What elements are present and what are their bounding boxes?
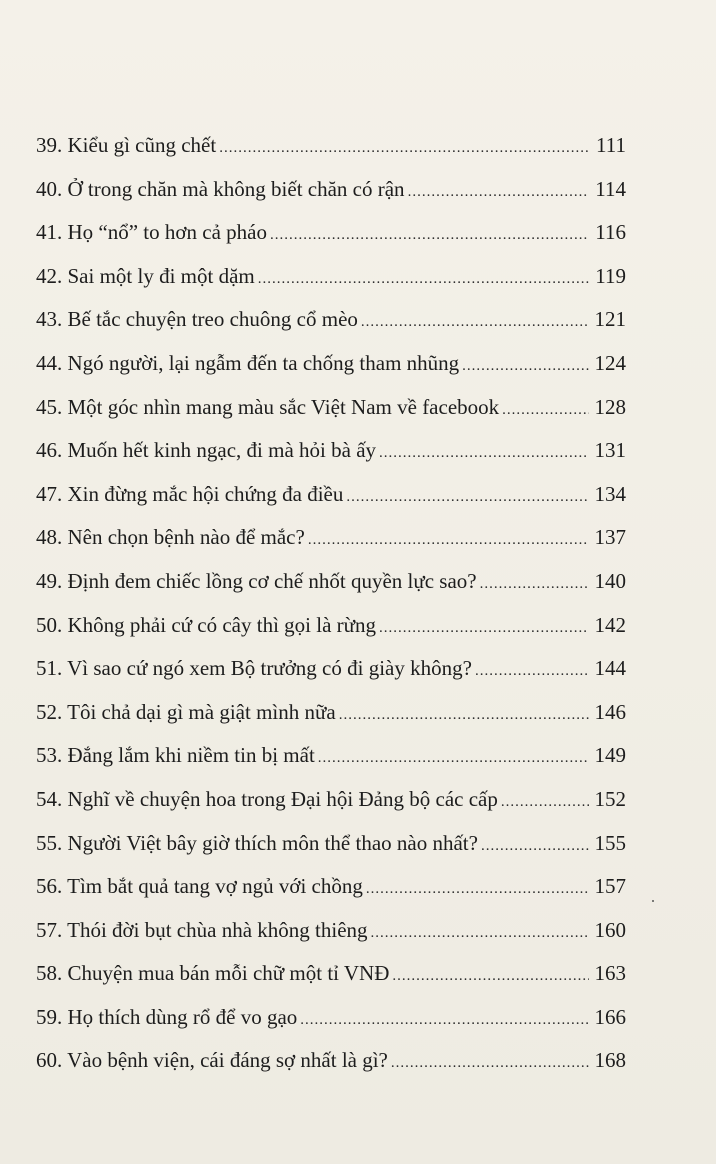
toc-entry [36, 569, 626, 613]
toc-entry-title: Kiểu gì cũng chết [67, 133, 217, 157]
toc-entry-heading [36, 133, 216, 158]
toc-entry-heading [36, 569, 477, 594]
toc-dot-leader [300, 1012, 589, 1029]
toc-entry-heading [36, 700, 336, 725]
toc-entry-number: 43. [36, 307, 63, 332]
toc-page-number: 114 [595, 176, 626, 201]
toc-entry-number: 59. [36, 1004, 63, 1029]
toc-entry [36, 177, 626, 221]
toc-entry [36, 395, 626, 439]
toc-entry-title: Ở trong chăn mà không biết chăn có rận [67, 176, 405, 201]
toc-entry [36, 1005, 626, 1049]
toc-dot-leader [475, 663, 589, 680]
toc-entry-number: 53. [36, 743, 63, 768]
toc-dot-leader [379, 620, 589, 637]
toc-entry-heading [36, 264, 255, 289]
toc-entry [36, 482, 626, 526]
toc-entry-number: 55. [36, 830, 63, 855]
table-of-contents [36, 133, 626, 1092]
toc-entry-title: Đắng lắm khi niềm tin bị mất [67, 743, 315, 768]
toc-dot-leader [379, 445, 589, 462]
toc-entry [36, 700, 626, 744]
toc-entry [36, 743, 626, 787]
toc-page-number: 142 [594, 612, 626, 637]
toc-entry-heading [36, 961, 389, 986]
toc-page-number: 137 [594, 525, 626, 550]
toc-entry-heading [36, 1005, 297, 1030]
toc-entry-title: Nghĩ về chuyện hoa trong Đại hội Đảng bộ các cấp [67, 786, 498, 811]
paper-speck [652, 900, 654, 902]
toc-dot-leader [502, 402, 589, 419]
toc-dot-leader [361, 314, 589, 331]
toc-entry-title: Thói đời bụt chùa nhà không thiêng [67, 917, 368, 942]
toc-dot-leader [392, 968, 589, 985]
toc-entry-title: Xin đừng mắc hội chứng đa điều [67, 481, 344, 506]
toc-entry-number: 47. [36, 481, 63, 506]
toc-entry-heading [36, 831, 478, 856]
toc-dot-leader [258, 271, 589, 288]
toc-entry-heading [36, 613, 376, 638]
toc-entry-number: 48. [36, 525, 63, 550]
toc-entry [36, 351, 626, 395]
toc-entry-heading [36, 918, 368, 943]
toc-entry-heading [36, 656, 472, 681]
toc-page-number: 149 [594, 743, 626, 768]
toc-entry [36, 918, 626, 962]
toc-page-number: 111 [596, 133, 626, 157]
toc-entry-number: 46. [36, 438, 63, 463]
toc-entry-heading [36, 438, 376, 463]
toc-entry [36, 831, 626, 875]
toc-entry-title: Chuyện mua bán mỗi chữ một tỉ VNĐ [67, 961, 390, 986]
toc-entry-title: Muốn hết kinh ngạc, đi mà hỏi bà ấy [67, 438, 377, 463]
toc-dot-leader [346, 489, 589, 506]
toc-entry-title: Vào bệnh viện, cái đáng sợ nhất là gì? [67, 1048, 388, 1073]
toc-entry [36, 1048, 626, 1092]
toc-dot-leader [219, 140, 589, 157]
toc-entry-heading [36, 787, 498, 812]
toc-entry-heading [36, 743, 315, 768]
toc-entry-number: 40. [36, 176, 63, 201]
toc-page-number: 163 [594, 961, 626, 986]
toc-entry [36, 874, 626, 918]
toc-entry-title: Tôi chả dại gì mà giật mình nữa [67, 699, 336, 724]
toc-entry-number: 42. [36, 263, 63, 288]
toc-entry-heading [36, 351, 459, 376]
toc-entry-number: 56. [36, 874, 63, 899]
toc-entry [36, 307, 626, 351]
toc-entry-title: Không phải cứ có cây thì gọi là rừng [67, 612, 377, 637]
toc-dot-leader [318, 750, 589, 767]
toc-entry-title: Một góc nhìn mang màu sắc Việt Nam về facebook [67, 394, 500, 419]
toc-entry [36, 438, 626, 482]
toc-page-number: 157 [594, 874, 626, 899]
toc-page-number: 146 [594, 699, 626, 724]
toc-page-number: 134 [594, 481, 626, 506]
toc-entry-heading [36, 177, 405, 202]
toc-entry-number: 50. [36, 612, 63, 637]
toc-page-number: 152 [594, 786, 626, 811]
toc-dot-leader [371, 925, 589, 942]
toc-entry-title: Ngó người, lại ngẫm đến ta chống tham nhũng [67, 350, 460, 375]
toc-entry-heading [36, 1048, 388, 1073]
toc-entry-number: 57. [36, 917, 63, 942]
toc-page-number: 155 [594, 830, 626, 855]
toc-entry-title: Bế tắc chuyện treo chuông cổ mèo [67, 307, 358, 332]
toc-page-number: 140 [594, 568, 626, 593]
toc-entry-heading [36, 307, 358, 332]
toc-entry-heading [36, 482, 343, 507]
toc-entry-heading [36, 395, 499, 420]
toc-entry-number: 45. [36, 394, 63, 419]
toc-page-number: 160 [594, 917, 626, 942]
toc-entry-number: 44. [36, 350, 63, 375]
toc-entry-number: 41. [36, 220, 63, 245]
toc-entry [36, 133, 626, 177]
toc-dot-leader [480, 576, 589, 593]
toc-entry [36, 264, 626, 308]
toc-page-number: 116 [595, 220, 626, 245]
toc-dot-leader [462, 358, 589, 375]
toc-page-number: 168 [594, 1048, 626, 1073]
toc-entry-title: Sai một ly đi một dặm [67, 263, 255, 288]
toc-entry [36, 613, 626, 657]
toc-entry [36, 220, 626, 264]
toc-dot-leader [501, 794, 589, 811]
toc-entry-title: Định đem chiếc lồng cơ chế nhốt quyền lực sao? [67, 568, 477, 593]
toc-entry-title: Họ thích dùng rổ để vo gạo [67, 1004, 298, 1029]
toc-dot-leader [408, 184, 589, 201]
toc-entry-number: 60. [36, 1048, 63, 1073]
toc-entry-title: Vì sao cứ ngó xem Bộ trưởng có đi giày không? [67, 656, 472, 681]
toc-page-number: 121 [594, 307, 626, 332]
toc-entry-number: 58. [36, 961, 63, 986]
toc-dot-leader [308, 532, 589, 549]
toc-page-number: 166 [594, 1004, 626, 1029]
toc-entry-number: 51. [36, 656, 63, 681]
toc-page-number: 119 [595, 263, 626, 288]
toc-entry-heading [36, 874, 363, 899]
toc-dot-leader [339, 707, 589, 724]
toc-entry-heading [36, 220, 267, 245]
toc-entry-title: Nên chọn bệnh nào để mắc? [67, 525, 305, 550]
toc-entry-number: 49. [36, 568, 63, 593]
toc-dot-leader [270, 227, 589, 244]
toc-entry-title: Họ “nổ” to hơn cả pháo [67, 220, 267, 245]
toc-entry-number: 54. [36, 786, 63, 811]
toc-entry-number: 39. [36, 133, 63, 157]
toc-entry-title: Tìm bắt quả tang vợ ngủ với chồng [67, 874, 363, 899]
toc-entry [36, 961, 626, 1005]
toc-entry [36, 656, 626, 700]
toc-entry-title: Người Việt bây giờ thích môn thể thao nào nhất? [67, 830, 478, 855]
toc-entry-heading [36, 525, 305, 550]
toc-page-number: 128 [594, 394, 626, 419]
toc-page-number: 144 [594, 656, 626, 681]
toc-page-number: 131 [594, 438, 626, 463]
toc-entry [36, 525, 626, 569]
toc-entry [36, 787, 626, 831]
toc-dot-leader [481, 838, 589, 855]
toc-dot-leader [366, 881, 589, 898]
toc-page-number: 124 [594, 350, 626, 375]
toc-entry-number: 52. [36, 699, 63, 724]
toc-dot-leader [391, 1055, 589, 1072]
